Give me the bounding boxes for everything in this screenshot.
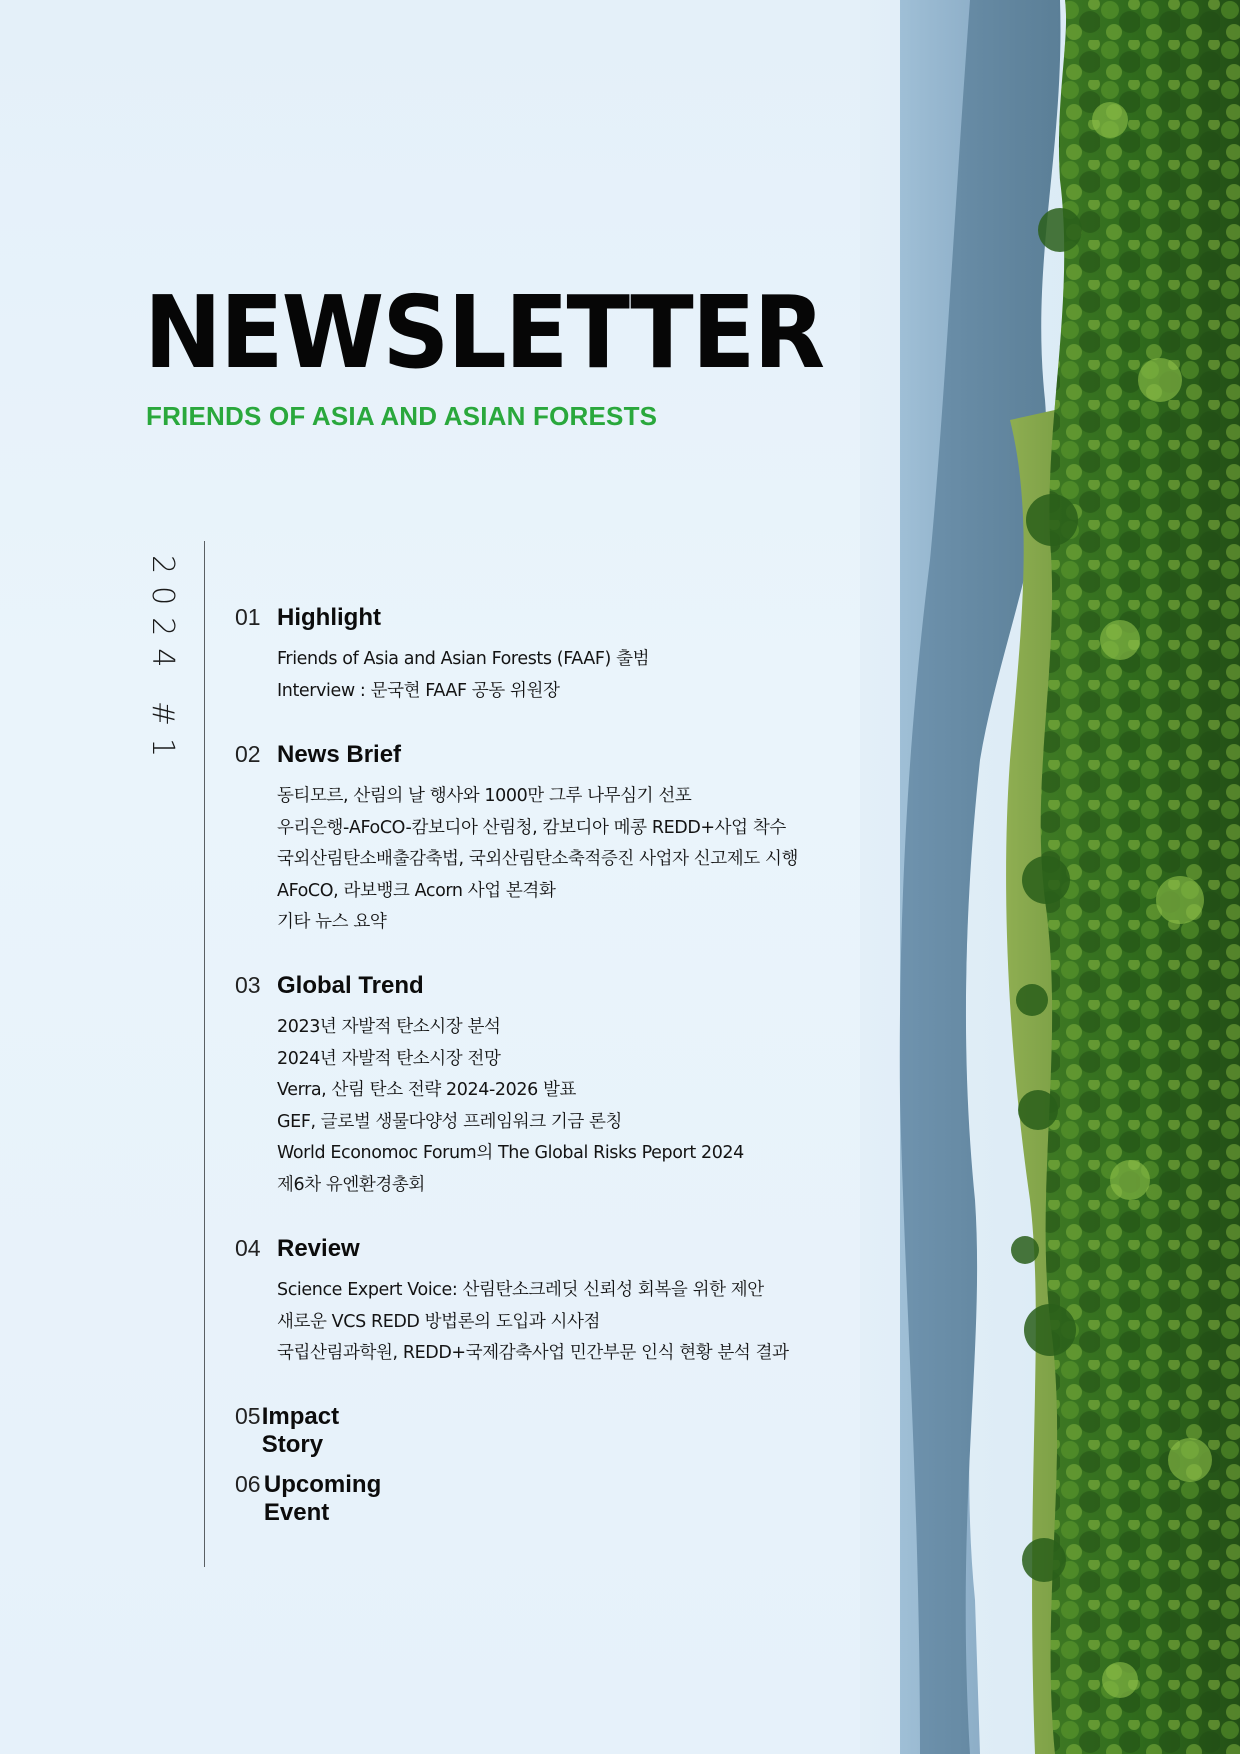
section-title[interactable]: Global Trend <box>277 972 424 999</box>
toc-section-news-brief[interactable] <box>235 741 798 939</box>
section-number: 04 <box>235 1235 261 1261</box>
toc-section-upcoming-event[interactable] <box>235 1471 394 1526</box>
vertical-divider <box>204 541 205 1567</box>
toc-item[interactable]: 2023년 자발적 탄소시장 분석 <box>277 1017 501 1037</box>
section-number: 01 <box>235 604 261 630</box>
section-title[interactable]: Impact Story <box>261 1403 340 1458</box>
toc-item[interactable]: 우리은행-AFoCO-캄보디아 산림청, 캄보디아 메콩 REDD+사업 착수 <box>277 817 786 838</box>
toc-item[interactable]: 국립산림과학원, REDD+국제감축사업 민간부문 인식 현황 분석 결과 <box>277 1343 789 1363</box>
section-number: 05 <box>235 1403 261 1429</box>
toc-item[interactable]: 2024년 자발적 탄소시장 전망 <box>277 1048 501 1069</box>
forest-landscape-illustration <box>860 0 1240 1754</box>
toc-item[interactable]: Science Expert Voice: 산림탄소크레딧 신뢰성 회복을 위한 제안 <box>277 1280 764 1300</box>
toc-item[interactable]: Interview : 문국현 FAAF 공동 위원장 <box>277 680 560 701</box>
toc-section-global-trend[interactable] <box>235 972 744 1201</box>
section-items <box>277 644 649 707</box>
toc-item[interactable]: World Economoc Forum의 The Global Risks Peport 2024 <box>277 1143 744 1163</box>
toc-section-impact-story[interactable] <box>235 1403 354 1458</box>
toc-item[interactable]: 제6차 유엔환경총회 <box>277 1174 425 1195</box>
toc-item[interactable]: 동티모르, 산림의 날 행사와 1000만 그루 나무심기 선포 <box>277 786 692 806</box>
newsletter-title: NEWSLETTER <box>144 274 824 391</box>
toc-item[interactable]: 기타 뉴스 요약 <box>277 912 387 932</box>
toc-item[interactable]: 국외산림탄소배출감축법, 국외산림탄소축적증진 사업자 신고제도 시행 <box>277 849 798 869</box>
toc-section-highlight[interactable] <box>235 604 649 707</box>
section-number: 02 <box>235 741 261 767</box>
issue-number: 2024 #1 <box>145 555 180 770</box>
toc-item[interactable]: Verra, 산림 탄소 전략 2024-2026 발표 <box>277 1080 576 1100</box>
forest-landscape-photo <box>860 0 1240 1754</box>
section-items <box>277 1275 789 1370</box>
toc-item[interactable]: AFoCO, 라보뱅크 Acorn 사업 본격화 <box>277 880 556 901</box>
toc-item[interactable]: Friends of Asia and Asian Forests (FAAF) 출범 <box>277 649 650 669</box>
section-items <box>277 781 798 939</box>
section-number: 03 <box>235 972 261 998</box>
section-items <box>277 1012 744 1201</box>
section-title[interactable]: Highlight <box>277 604 381 631</box>
section-title[interactable]: Upcoming Event <box>263 1471 382 1526</box>
toc-section-review[interactable] <box>235 1235 789 1370</box>
toc-item[interactable]: 새로운 VCS REDD 방법론의 도입과 시사점 <box>277 1311 601 1332</box>
newsletter-subtitle: FRIENDS OF ASIA AND ASIAN FORESTS <box>146 401 658 431</box>
section-number: 06 <box>235 1471 261 1497</box>
toc-item[interactable]: GEF, 글로벌 생물다양성 프레임워크 기금 론칭 <box>277 1111 623 1132</box>
section-title[interactable]: Review <box>277 1235 360 1262</box>
section-title[interactable]: News Brief <box>277 741 402 768</box>
